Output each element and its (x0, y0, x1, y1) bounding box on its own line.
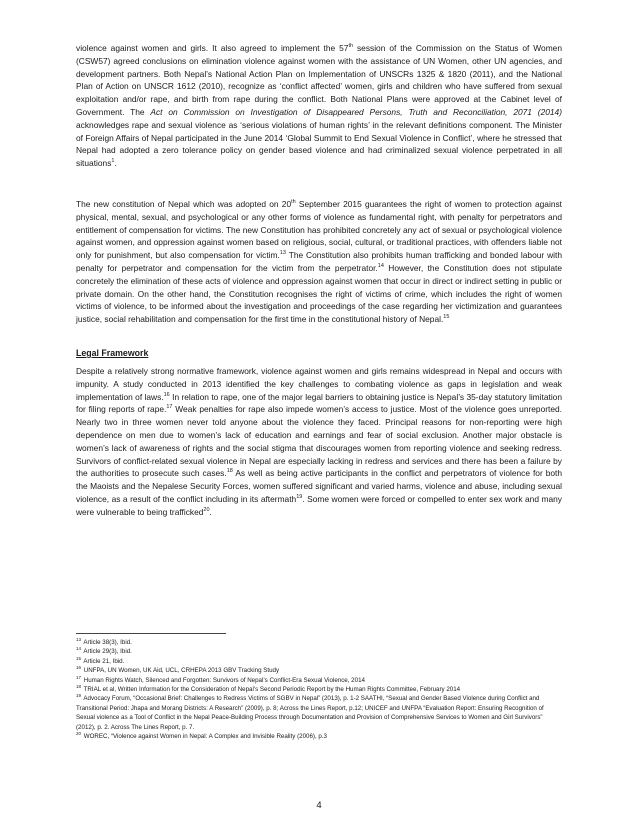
text-span: Weak penalties for rape also impede women’s access to justice. Most of the violence goes unreported. Nearly two in three women never told anyone about the violence they faced. Principal reasons for non-reporting were high dependence on men due to women’s lack of education and earnings and fear of social exclusion. Another major obstacle is women’s lack of awareness of rights and the social stigma that discourages women from reporting violence and seeking redress. Survivors of conflict-related sexual violence in Nepal are especially lacking in redress and services and there has been a failure by the authorities to prosecute such cases. (76, 404, 562, 479)
footnote-text: TRIAL et al, Written Information for the Consideration of Nepal’s Second Periodic Report by the Human Rights Committee, February 2014 (82, 686, 461, 694)
footnote-text: Article 21, Ibid. (82, 657, 125, 665)
section-heading: Legal Framework (76, 348, 149, 358)
footnote-item (76, 676, 562, 685)
text-span: In relation to rape, one of the major legal barriers to obtaining justice is Nepal’s 35-day statutory limitation for filing reports of rape. (76, 391, 563, 415)
text-span: session of the Commission on the Status of Women (CSW57) agreed conclusions on elimination violence against women with the assistance of UN Women, other UN agencies, and development partners. Both Nepal’s National Action Plan on Implementation of UNSCRs 1325 & 1820 (2011), and the National Plan of Action on UNSCR 1612 (2010), recognize as ‘conflict affected’ women, girls and children who have suffered from sexual exploitation and/or rape, and birth from rape during the conflict. Both National Plans were approved at the Cabinet level of Government. The (76, 43, 562, 117)
footnote-text: Advocacy Forum, “Occasional Brief: Challenges to Redress Victims of SGBV in Nepal” (2013), p. 1-2 SAATHI, “Sexual and Gender Based Violence during Conflict and Transitional Period: Jhapa and Morang Districts: A Research” (2009), p. 8; Across the Lines Report, p.12; UNICEF and UNFPA “Evaluation Report: Ensuring Recognition of Sexual violence as a Tool of Conflict in the Nepal Peace-Building Process through Documentation and Provision of Comprehensive Services to Women and Girl Survivors” (2012), p. 2. Across The Lines Report, p. 7. (76, 695, 544, 731)
footnote-ref[interactable]: 20 (203, 506, 210, 513)
paragraph-intro (76, 42, 562, 170)
footnote-item (76, 638, 562, 647)
superscript: th (348, 43, 354, 50)
footnote-number: 16 (76, 665, 82, 671)
footnote-number: 19 (76, 693, 82, 699)
footnote-text: Human Rights Watch, Silenced and Forgotten: Survivors of Nepal’s Conflict-Era Sexual Violence, 2014 (82, 676, 365, 684)
footnote-item (76, 647, 562, 656)
footnote-text: WOREC, “Violence against Women in Nepal: A Complex and Invisible Reality (2006), p.3 (82, 733, 327, 741)
footnote-text: Article 38(3), Ibid. (82, 639, 132, 646)
text-span: . (209, 506, 212, 517)
footnote-number: 13 (76, 636, 82, 642)
footnote-number: 18 (76, 683, 82, 689)
text-span: The new constitution of Nepal which was adopted on 20 (76, 199, 292, 209)
text-span: . (114, 158, 117, 169)
paragraph-legal-framework (76, 365, 562, 519)
text-span: The Constitution also prohibits human trafficking and bonded labour with penalty for perpetrator and compensation for the victim from the perpetrator. (76, 250, 562, 273)
footnote-item (76, 657, 562, 666)
footnote-ref[interactable]: 14 (377, 263, 384, 270)
footnote-ref[interactable]: 17 (166, 404, 173, 411)
footnote-ref[interactable]: 15 (443, 314, 450, 321)
footnote-number: 17 (76, 674, 82, 680)
text-span: violence against women and girls. It also agreed to implement the 57 (76, 43, 349, 53)
footnote-divider (76, 633, 226, 634)
text-span: Despite a relatively strong normative framework, violence against women and girls remains widespread in Nepal and occurs with impunity. A study conducted in 2013 identified the key challenges to combating violence as gaps in legislation and weak implementation of laws. (76, 366, 562, 402)
italic-title: Act on Commission on Investigation of Disappeared Persons, Truth and Reconciliation, 2071 (2014) (150, 106, 562, 117)
text-span: . Some women were forced or compelled to enter sex work and many were vulnerable to being trafficked (76, 493, 562, 517)
footnote-ref[interactable]: 19 (296, 494, 303, 501)
footnote-ref[interactable]: 1 (111, 158, 115, 165)
footnote-item (76, 666, 562, 675)
superscript: th (291, 199, 296, 206)
footnote-number: 14 (76, 646, 82, 652)
footnote-number: 20 (76, 731, 82, 736)
footnote-item (76, 694, 562, 732)
footnote-ref[interactable]: 13 (279, 250, 286, 257)
footnote-text: UNFPA, UN Women, UK Aid, UCL, CRHEPA 2013 GBV Tracking Study (82, 667, 280, 675)
text-span: As well as being active participants in the conflict and perpetrators of violence for both the Maoists and the Nepalese Security Forces, women suffered significant and varied harms, violence and abuse, including sexual violence, as a result of the conflict including in its aftermath (76, 468, 563, 504)
footnote-text: Article 29(3), Ibid. (82, 648, 132, 656)
footnote-number: 15 (76, 655, 82, 661)
footnote-list (76, 638, 562, 741)
footnote-ref[interactable]: 16 (163, 391, 170, 398)
page-number: 4 (316, 800, 322, 811)
footnote-item (76, 732, 562, 741)
text-span: September 2015 guarantees the right of women to protection against physical, mental, sexual, and psychological or any other forms of violence as fundamental right, with penalty for perpetrators and entitlement of compensation for victims. The new Constitution has prohibited concretely any act of sexual or psychological violence against women, and oppression against women based on religious, social, cultural, or traditional practices, with offenders liable not only for punishment, but also compensation for victim. (76, 199, 562, 261)
paragraph-constitution (76, 198, 562, 326)
footnote-item (76, 685, 562, 694)
footnote-ref[interactable]: 18 (226, 468, 233, 475)
text-span: However, the Constitution does not stipulate concretely the elimination of these acts of violence and oppression against women that occur in direct or indirect setting in public or private domain. On the other hand, the Constitution recognises the right of victims of crime, which includes the right of women victims of violence, to be informed about the investigation and proceedings of the case regarding her victimization and guarantees justice, social rehabilitation and compensation for the first time in the constitutional history of Nepal. (76, 262, 563, 325)
text-span: acknowledges rape and sexual violence as ‘serious violations of human rights’ in the relevant definitions component. The Minister of Foreign Affairs of Nepal participated in the June 2014 ‘Global Summit to End Sexual Violence in Conflict’, where he stressed that Nepal had adopted a zero tolerance policy on gender based violence and had criminalized sexual violence perpetrated in all situations (76, 119, 562, 169)
